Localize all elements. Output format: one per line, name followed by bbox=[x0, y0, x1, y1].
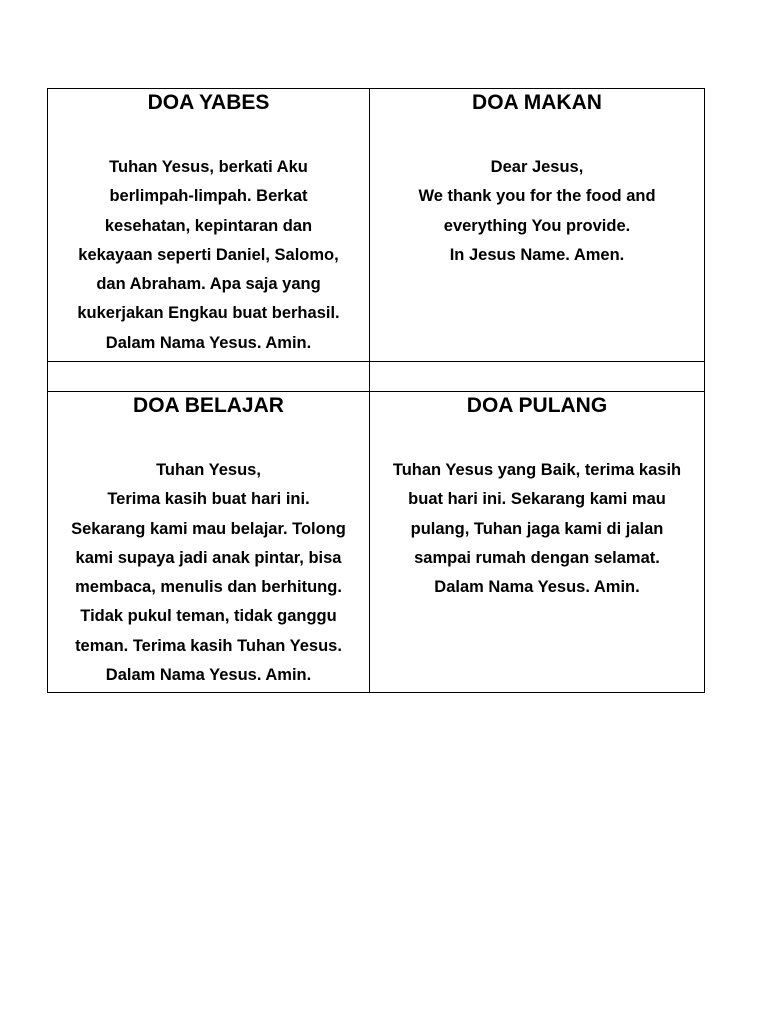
prayer-line: Tuhan Yesus, berkati Aku bbox=[109, 158, 308, 176]
card-title: DOA BELAJAR bbox=[133, 394, 284, 417]
prayer-line: buat hari ini. Sekarang kami mau bbox=[408, 490, 666, 509]
prayer-line: sampai rumah dengan selamat. bbox=[414, 548, 660, 567]
prayer-line: berlimpah-limpah. Berkat bbox=[109, 187, 308, 206]
card-body bbox=[48, 153, 369, 358]
prayer-line: We thank you for the food and bbox=[418, 187, 656, 206]
prayer-line: kami supaya jadi anak pintar, bisa bbox=[75, 548, 342, 567]
empty-cell bbox=[48, 362, 370, 392]
prayer-line: Sekarang kami mau belajar. Tolong bbox=[71, 519, 346, 538]
card-title: DOA YABES bbox=[147, 91, 270, 114]
card-body bbox=[370, 456, 704, 602]
prayer-cards-table bbox=[47, 88, 705, 693]
prayer-line: kesehatan, kepintaran dan bbox=[104, 216, 313, 235]
prayer-line: kukerjakan Engkau buat berhasil. bbox=[77, 304, 340, 323]
prayer-line: Dalam Nama Yesus. Amin. bbox=[105, 666, 312, 685]
prayer-line: Dalam Nama Yesus. Amin. bbox=[434, 578, 640, 597]
prayer-line: Tuhan Yesus yang Baik, terima kasih bbox=[392, 461, 682, 479]
card-body bbox=[48, 456, 369, 690]
card-title: DOA MAKAN bbox=[472, 91, 602, 114]
prayer-line: pulang, Tuhan jaga kami di jalan bbox=[410, 519, 664, 538]
card-doa-makan bbox=[370, 89, 705, 362]
empty-cell bbox=[370, 362, 705, 392]
prayer-line: Dear Jesus, bbox=[490, 158, 584, 176]
card-body bbox=[370, 153, 704, 270]
card-title: DOA PULANG bbox=[466, 394, 608, 417]
card-doa-yabes bbox=[48, 89, 370, 362]
prayer-line: Terima kasih buat hari ini. bbox=[107, 490, 310, 509]
prayer-line: everything You provide. bbox=[443, 216, 631, 235]
prayer-line: Tuhan Yesus, bbox=[156, 461, 261, 479]
card-doa-belajar bbox=[48, 392, 370, 693]
prayer-line: membaca, menulis dan berhitung. bbox=[75, 578, 342, 597]
prayer-line: kekayaan seperti Daniel, Salomo, bbox=[78, 245, 339, 264]
prayer-line: Tidak pukul teman, tidak ganggu bbox=[80, 607, 337, 626]
card-doa-pulang bbox=[370, 392, 705, 693]
prayer-line: In Jesus Name. Amen. bbox=[449, 245, 625, 264]
prayer-line: Dalam Nama Yesus. Amin. bbox=[105, 333, 312, 352]
prayer-line: dan Abraham. Apa saja yang bbox=[96, 275, 321, 294]
prayer-line: teman. Terima kasih Tuhan Yesus. bbox=[75, 636, 342, 655]
